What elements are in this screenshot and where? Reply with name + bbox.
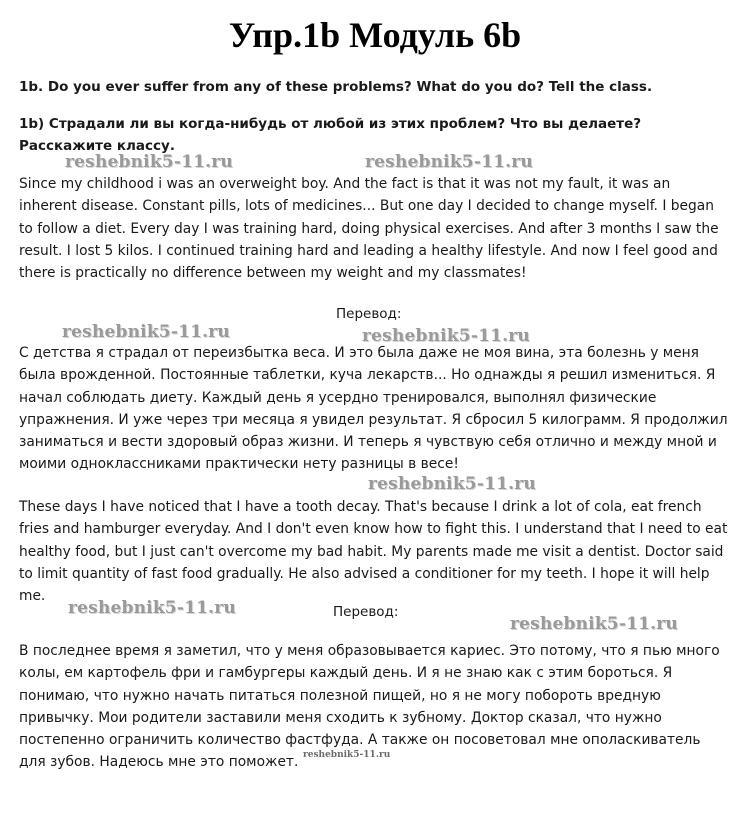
watermark: reshebnik5-11.ru (65, 152, 233, 172)
watermark: reshebnik5-11.ru (365, 152, 533, 172)
answer-2-russian: В последнее время я заметил, что у меня образовывается кариес. Это потому, что я пью много колы, ем картофель фри и гамбургеры каждый день. И я не знаю как с этим бороться. Я понимаю, что нужно начать питаться полезной пищей, но я не могу побороть вредную привычку. Мои родители заставили меня сходить к зубному. Доктор сказал, что нужно постепенно ограничить количество фастфуда. А также он посоветовал мне ополаскиватель для зубов. Надеюсь мне это поможет. (19, 643, 720, 771)
watermark: reshebnik5-11.ru (510, 614, 678, 634)
watermark: reshebnik5-11.ru (362, 326, 530, 346)
answer-2-english: These days I have noticed that I have a tooth decay. That's because I drink a lot of cola, eat french fries and hamburger everyday. And I don't even know how to fight this. I understand that I need to eat healthy food, but I just can't overcome my bad habit. My parents made me visit a dentist. Doctor said to limit quantity of fast food gradually. He also advised a conditioner for my teeth. I hope it will help me. (19, 499, 728, 605)
watermark-small: reshebnik5-11.ru (303, 750, 391, 760)
task-heading-en: 1b. Do you ever suffer from any of these problems? What do you do? Tell the class. (19, 79, 653, 95)
answer-1-english: Since my childhood i was an overweight boy. And the fact is that it was not my fault, it was an inherent disease. Constant pills, lots of medicines... But one day I decided to change myself. I began to follow a diet. Every day I was training hard, doing physical exercises. And after 3 months I saw the result. I lost 5 kilos. I continued training hard and leading a healthy lifestyle. And now I feel good and there is practically no difference between my weight and my classmates! (19, 176, 719, 282)
watermark: reshebnik5-11.ru (68, 598, 236, 618)
answer-1-russian: С детства я страдал от переизбытка веса. И это была даже не моя вина, эта болезнь у меня была врожденной. Постоянные таблетки, куча лекарств... Но однажды я решил измениться. Я начал соблюдать диету. Каждый день я усердно тренировался, выполнял физические упражнения. И уже через три месяца я увидел результат. Я сбросил 5 килограмм. Я продолжил заниматься и вести здоровый образ жизни. И теперь я чувствую себя отлично и между мной и моими одноклассниками практически нету разницы в весе! (19, 345, 728, 473)
watermark: reshebnik5-11.ru (62, 322, 230, 342)
translation-label: Перевод: (333, 604, 399, 620)
translation-label: Перевод: (336, 306, 402, 322)
task-heading-ru: 1b) Страдали ли вы когда-нибудь от любой из этих проблем? Что вы делаете? Расскажите классу. (19, 116, 642, 154)
page-title: Упр.1b Модуль 6b (228, 15, 522, 55)
watermark: reshebnik5-11.ru (368, 474, 536, 494)
